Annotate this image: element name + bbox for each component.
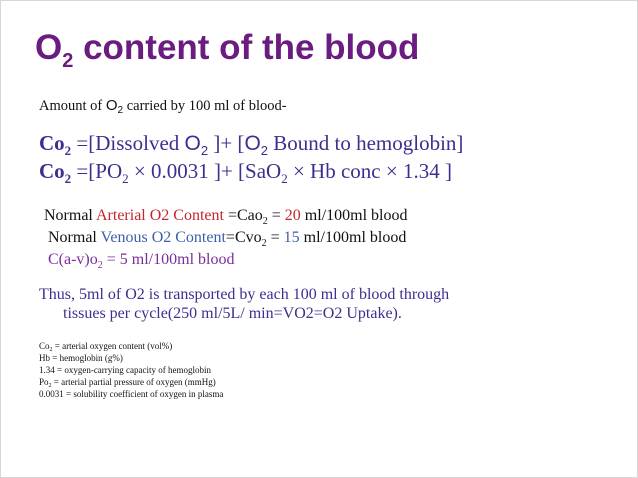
venous-label: Venous O2 Content: [100, 229, 226, 246]
intro-line: [39, 97, 287, 116]
legend-item-subscript: 2: [48, 383, 52, 389]
legend-item-text: Po: [39, 377, 49, 387]
legend-item: [39, 341, 172, 353]
legend-item-text: 0.0031 = solubility coefficient of oxygen in plasma: [39, 389, 224, 399]
arterial-subscript: 2: [262, 216, 268, 227]
legend-item-desc: = arterial partial pressure of oxygen (mmHg): [51, 377, 216, 387]
thus-line-1: Thus, 5ml of O2 is transported by each 100 ml of blood through: [39, 286, 450, 303]
arterial-prefix: Normal: [44, 207, 96, 224]
venous-subscript: 2: [261, 238, 267, 249]
formula2-end: × Hb conc × 1.34 ]: [287, 159, 452, 183]
formula1-o2-subscript: 2: [260, 143, 269, 158]
venous-prefix: Normal: [48, 229, 101, 246]
thus-line-2: tissues per cycle(250 ml/5L/ min=VO2=O2 Uptake).: [63, 305, 402, 322]
title-rest: content of the blood: [73, 28, 420, 67]
formula2-mid: × 0.0031 ]+ [SaO: [128, 159, 282, 183]
formula2-eq: =[PO: [71, 159, 123, 183]
venous-value: 15: [283, 229, 300, 246]
legend-item: [39, 377, 216, 389]
difference-rest: = 5 ml/100ml blood: [102, 251, 235, 268]
legend-item-subscript: 2: [49, 347, 53, 353]
formula1-end: Bound to hemoglobin]: [268, 131, 464, 155]
formula1-o: O: [184, 132, 201, 155]
intro-subscript: 2: [117, 105, 124, 116]
normal-arterial-line: [44, 207, 407, 227]
legend-item: [39, 365, 211, 377]
arterial-unit: ml/100ml blood: [300, 207, 408, 224]
formula1-mid: ]+ [: [208, 131, 245, 155]
title-subscript: 2: [62, 50, 74, 72]
normal-venous-line: [48, 229, 406, 249]
arterial-value: 20: [284, 207, 301, 224]
legend-item-text: 1.34 = oxygen-carrying capacity of hemoglobin: [39, 365, 212, 375]
arterial-eq2: =: [267, 207, 285, 224]
venous-unit: ml/100ml blood: [299, 229, 407, 246]
arterial-eq: =Cao: [223, 207, 263, 224]
difference-line: [48, 251, 234, 271]
formula1-eq: =[Dissolved: [71, 131, 185, 155]
legend-item-text: Co: [39, 341, 50, 351]
venous-eq2: =: [266, 229, 284, 246]
intro-after: carried by 100 ml of blood-: [123, 98, 287, 114]
legend-item: [39, 389, 223, 401]
formula1-lhs-subscript: 2: [64, 143, 72, 158]
formula2-sa-subscript: 2: [281, 171, 288, 186]
formula2-lhs-subscript: 2: [64, 171, 72, 186]
intro-before: Amount of: [39, 98, 106, 114]
formula-line-1: [39, 131, 463, 159]
formula2-po-subscript: 2: [122, 171, 129, 186]
formula1-o-subscript: 2: [200, 143, 209, 158]
title-o: O: [35, 28, 63, 67]
legend-item: [39, 353, 123, 365]
formula-line-2: [39, 159, 452, 187]
legend-item-desc: = arterial oxygen content (vol%): [52, 341, 173, 351]
difference-text: C(a-v)o: [48, 251, 98, 268]
legend-item-text: Hb = hemoglobin (g%): [39, 353, 123, 363]
formula1-lhs: Co: [39, 131, 65, 155]
arterial-label: Arterial O2 Content: [96, 207, 224, 224]
venous-eq: =Cvo: [225, 229, 262, 246]
formula2-lhs: Co: [39, 159, 65, 183]
slide-title: [35, 30, 419, 71]
intro-o: O: [105, 97, 118, 114]
formula1-o2: O: [244, 132, 261, 155]
difference-subscript: 2: [97, 260, 103, 271]
